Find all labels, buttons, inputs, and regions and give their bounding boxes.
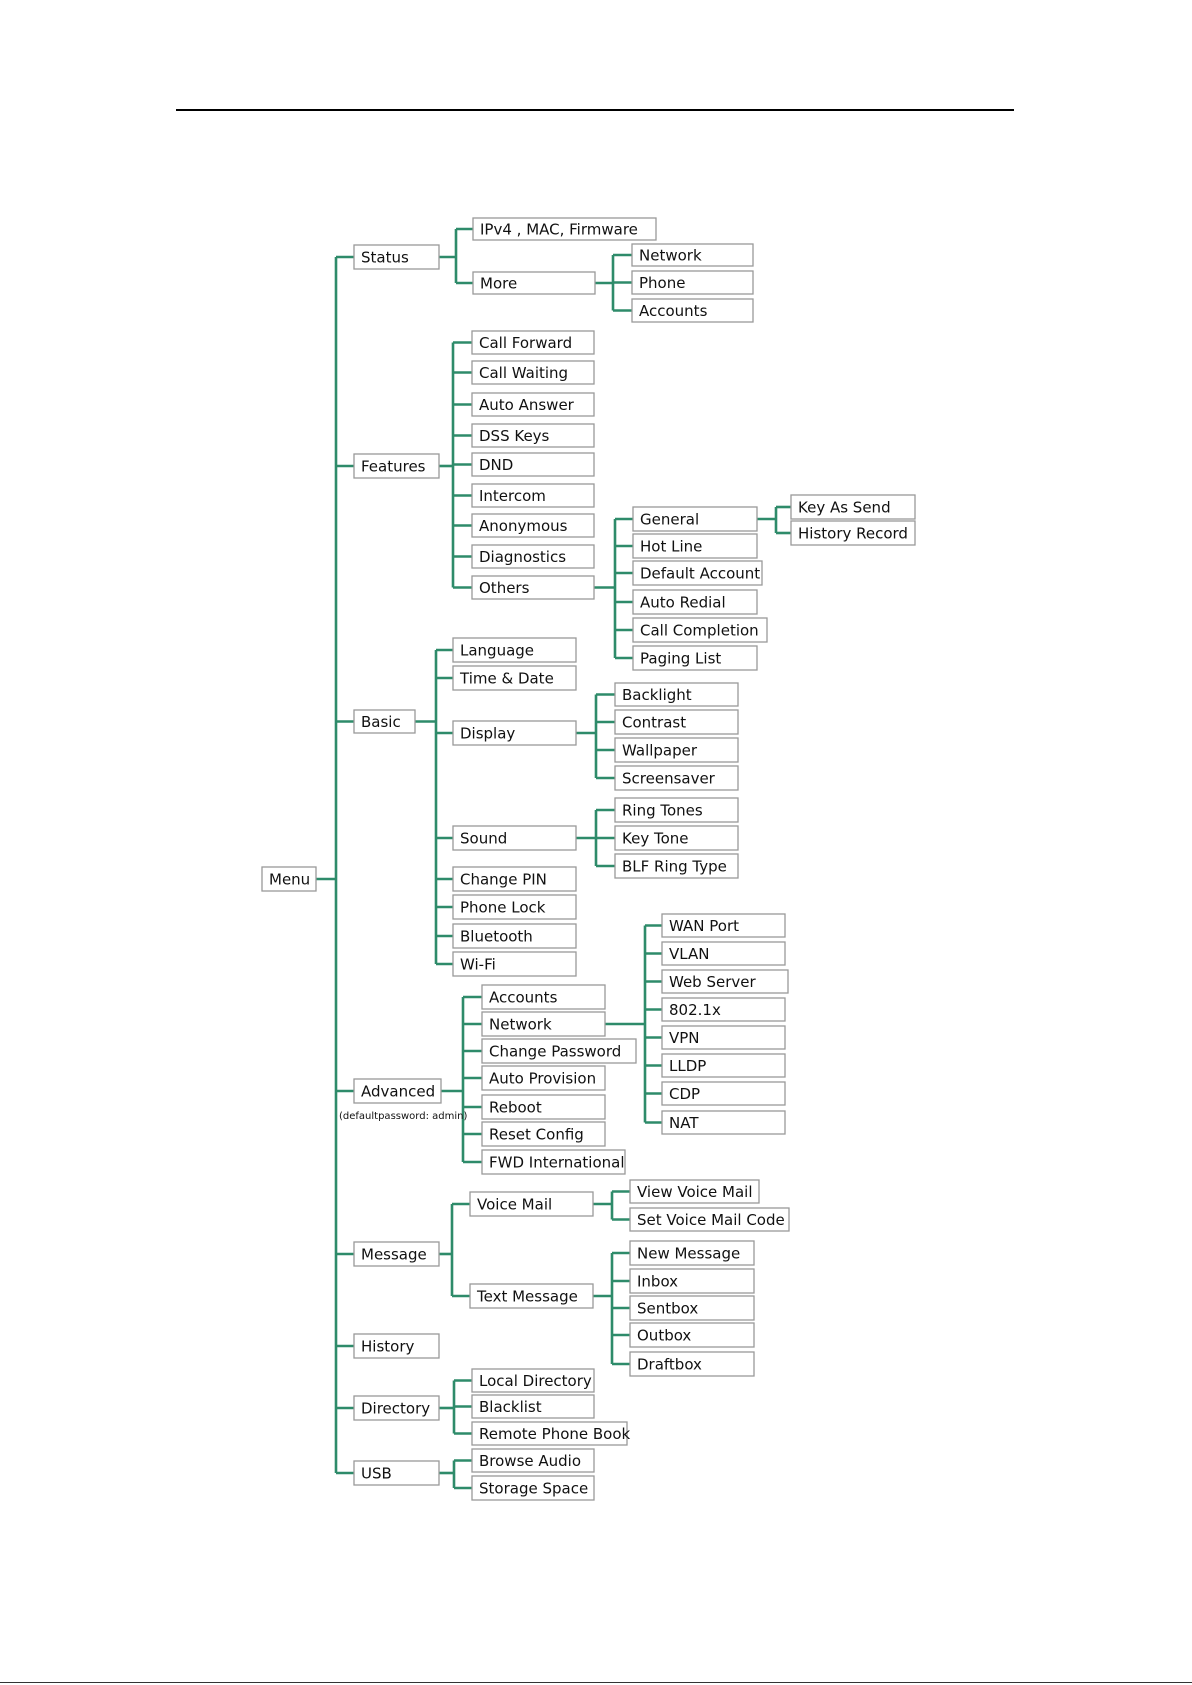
footer-rule xyxy=(0,1682,1192,1683)
menu-node-network xyxy=(632,244,753,266)
menu-node-label: Hot Line xyxy=(640,537,703,556)
menu-node-screensaver xyxy=(615,766,738,790)
menu-node-directory xyxy=(354,1396,439,1420)
menu-node-label: Phone xyxy=(639,274,686,292)
menu-node-label: Wallpaper xyxy=(622,741,698,760)
menu-node-label: Auto Answer xyxy=(479,396,574,414)
menu-node-label: Set Voice Mail Code xyxy=(637,1211,785,1229)
menu-node-label: IPv4 , MAC, Firmware xyxy=(480,220,638,239)
menu-node-status xyxy=(354,245,439,269)
menu-node-accounts xyxy=(632,299,753,322)
menu-node-lldp xyxy=(662,1054,785,1077)
menu-node-inbox xyxy=(630,1269,754,1293)
menu-node-wi-fi xyxy=(453,952,576,976)
menu-node-label: Menu xyxy=(269,870,311,889)
menu-node-label: Basic xyxy=(361,713,401,731)
menu-node-label: Change PIN xyxy=(460,870,547,889)
menu-node-label: WAN Port xyxy=(669,917,739,935)
menu-node-basic xyxy=(354,710,415,733)
menu-node-more xyxy=(473,272,595,294)
menu-node-label: FWD International xyxy=(489,1153,625,1172)
menu-node-label: Call Waiting xyxy=(479,364,569,382)
menu-node-phone xyxy=(632,271,753,294)
menu-node-label: Accounts xyxy=(489,988,558,1007)
menu-node-storage-space xyxy=(472,1476,594,1500)
menu-node-label: Ring Tones xyxy=(622,801,703,820)
menu-node-hot-line xyxy=(633,534,757,558)
menu-node-label: CDP xyxy=(669,1085,701,1103)
menu-node-change-pin xyxy=(453,867,576,891)
menu-node-label: Anonymous xyxy=(479,517,568,535)
menu-node-menu xyxy=(262,867,316,891)
menu-node-label: LLDP xyxy=(669,1057,707,1075)
menu-node-sentbox xyxy=(630,1296,754,1320)
menu-node-label: Local Directory xyxy=(479,1372,592,1390)
menu-node-label: Contrast xyxy=(622,713,687,732)
menu-node-new-message xyxy=(630,1241,754,1265)
menu-node-label: Wi-Fi xyxy=(460,955,496,974)
menu-node-label: Time & Date xyxy=(460,669,554,688)
menu-node-label: DND xyxy=(479,456,514,474)
menu-node-label: Status xyxy=(361,248,409,267)
menu-node-label: NAT xyxy=(669,1114,699,1132)
menu-node-advanced xyxy=(354,1079,441,1103)
menu-node-label: Text Message xyxy=(477,1287,578,1306)
menu-node-change-password xyxy=(482,1039,636,1063)
menu-node-paging-list xyxy=(633,646,757,670)
menu-node-nat xyxy=(662,1111,785,1134)
menu-node-network xyxy=(482,1012,605,1036)
menu-node-backlight xyxy=(615,683,738,706)
menu-node-label: DSS Keys xyxy=(479,427,550,445)
menu-node-label: Default Account xyxy=(640,564,761,583)
menu-node-label: Sound xyxy=(460,829,508,848)
menu-node-contrast xyxy=(615,710,738,734)
menu-node-reset-config xyxy=(482,1122,605,1146)
menu-node-history xyxy=(354,1334,439,1358)
menu-node-label: Draftbox xyxy=(637,1355,702,1374)
menu-node-wallpaper xyxy=(615,738,738,762)
menu-node-set-voice-mail-code xyxy=(630,1208,789,1231)
menu-node-default-account xyxy=(633,561,762,585)
menu-node-label: Others xyxy=(479,579,530,597)
menu-node-label: Call Forward xyxy=(479,334,573,352)
menu-node-intercom xyxy=(472,484,594,507)
menu-node-label: Network xyxy=(639,246,702,265)
menu-node-label: BLF Ring Type xyxy=(622,857,727,876)
menu-node-label: Reset Config xyxy=(489,1125,584,1144)
menu-node-label: Network xyxy=(489,1015,552,1034)
menu-node-ipv4-mac-firmware xyxy=(473,218,656,240)
menu-nodes xyxy=(262,218,915,1500)
menu-node-dnd xyxy=(472,453,594,476)
menu-node-label: VPN xyxy=(669,1029,700,1047)
menu-node-802-1x xyxy=(662,998,785,1021)
menu-node-voice-mail xyxy=(470,1192,593,1216)
menu-node-label: Features xyxy=(361,457,426,476)
menu-node-label: Web Server xyxy=(669,973,756,991)
menu-node-display xyxy=(453,721,576,745)
menu-node-bluetooth xyxy=(453,924,576,948)
menu-node-label: Auto Provision xyxy=(489,1069,597,1088)
menu-node-label: Remote Phone Book xyxy=(479,1425,631,1443)
menu-node-history-record xyxy=(791,521,915,545)
menu-node-label: Auto Redial xyxy=(640,593,726,612)
menu-node-label: Bluetooth xyxy=(460,927,533,946)
menu-node-diagnostics xyxy=(472,545,594,568)
menu-node-language xyxy=(453,638,576,662)
menu-node-label: Paging List xyxy=(640,649,722,668)
menu-node-label: Message xyxy=(361,1245,427,1264)
menu-node-label: History Record xyxy=(798,524,908,543)
menu-node-anonymous xyxy=(472,514,594,537)
menu-node-label: 802.1x xyxy=(669,1001,721,1019)
menu-node-label: Backlight xyxy=(622,686,692,704)
menu-node-cdp xyxy=(662,1082,785,1105)
menu-node-blf-ring-type xyxy=(615,854,738,878)
menu-node-label: Call Completion xyxy=(640,621,759,640)
menu-node-general xyxy=(633,507,757,531)
menu-node-time-date xyxy=(453,666,576,690)
menu-node-others xyxy=(472,576,594,599)
menu-node-label: View Voice Mail xyxy=(637,1183,753,1201)
menu-node-wan-port xyxy=(662,914,785,937)
menu-node-dss-keys xyxy=(472,424,594,447)
menu-node-remote-phone-book xyxy=(472,1422,631,1445)
menu-node-label: Sentbox xyxy=(637,1299,699,1318)
menu-node-label: Key Tone xyxy=(622,829,689,848)
menu-node-label: Accounts xyxy=(639,302,708,320)
menu-node-label: Blacklist xyxy=(479,1398,542,1416)
menu-node-auto-answer xyxy=(472,393,594,416)
menu-node-message xyxy=(354,1242,439,1266)
menu-node-label: History xyxy=(361,1337,415,1356)
menu-node-phone-lock xyxy=(453,895,576,919)
menu-node-fwd-international xyxy=(482,1150,625,1174)
menu-node-label: Browse Audio xyxy=(479,1452,582,1470)
menu-node-label: Outbox xyxy=(637,1326,692,1345)
advanced-password-note: (defaultpassword: admin) xyxy=(339,1111,468,1122)
menu-node-auto-provision xyxy=(482,1066,605,1090)
menu-node-label: Language xyxy=(460,641,535,660)
menu-node-features xyxy=(354,454,439,478)
menu-node-label: New Message xyxy=(637,1244,741,1263)
menu-node-key-as-send xyxy=(791,495,915,519)
menu-node-label: Display xyxy=(460,724,516,743)
menu-node-web-server xyxy=(662,970,788,993)
menu-node-text-message xyxy=(470,1284,593,1308)
menu-node-view-voice-mail xyxy=(630,1180,759,1203)
menu-node-auto-redial xyxy=(633,590,757,614)
menu-node-label: VLAN xyxy=(669,945,710,963)
menu-node-blacklist xyxy=(472,1395,594,1418)
menu-node-label: Reboot xyxy=(489,1098,542,1117)
menu-node-label: Inbox xyxy=(637,1272,679,1291)
menu-node-draftbox xyxy=(630,1352,754,1376)
menu-node-label: Diagnostics xyxy=(479,548,567,566)
menu-node-label: Key As Send xyxy=(798,498,891,517)
menu-node-usb xyxy=(354,1461,439,1485)
menu-node-label: USB xyxy=(361,1464,392,1483)
menu-node-label: Intercom xyxy=(479,487,546,505)
menu-node-accounts xyxy=(482,985,605,1009)
menu-node-outbox xyxy=(630,1323,754,1347)
menu-node-reboot xyxy=(482,1095,605,1119)
menu-node-key-tone xyxy=(615,826,738,850)
menu-node-local-directory xyxy=(472,1369,594,1392)
menu-node-vlan xyxy=(662,942,785,965)
menu-node-call-completion xyxy=(633,618,767,642)
menu-node-label: Change Password xyxy=(489,1042,622,1061)
menu-node-ring-tones xyxy=(615,798,738,822)
menu-node-label: More xyxy=(480,274,518,293)
menu-node-label: Screensaver xyxy=(622,769,715,788)
menu-node-call-forward xyxy=(472,331,594,354)
menu-node-sound xyxy=(453,826,576,850)
menu-node-call-waiting xyxy=(472,361,594,384)
menu-node-browse-audio xyxy=(472,1449,594,1472)
menu-node-label: Advanced xyxy=(361,1082,436,1101)
menu-node-label: Directory xyxy=(361,1399,431,1418)
menu-node-label: Storage Space xyxy=(479,1479,589,1498)
menu-node-label: General xyxy=(640,510,700,529)
menu-node-vpn xyxy=(662,1026,785,1049)
menu-node-label: Phone Lock xyxy=(460,898,546,917)
menu-node-label: Voice Mail xyxy=(477,1195,553,1214)
